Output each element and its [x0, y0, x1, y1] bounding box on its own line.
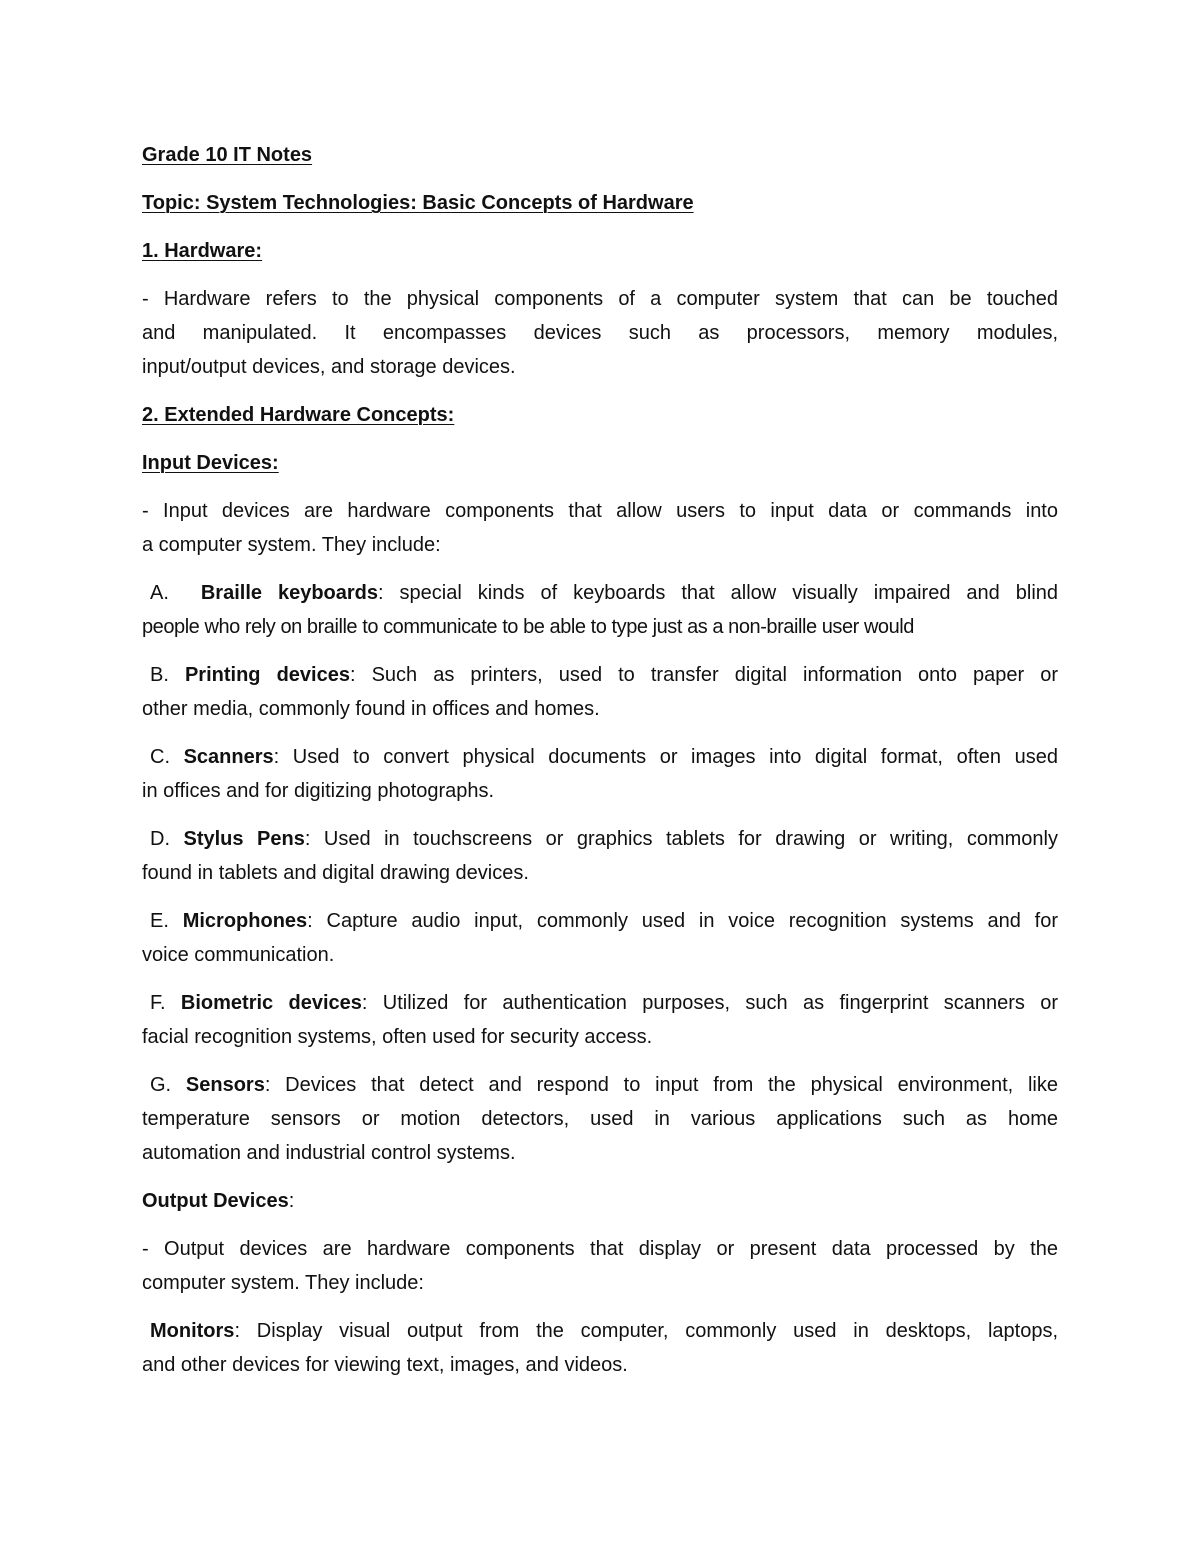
list-item [142, 1314, 1058, 1382]
list-text: : Utilized for authentication purposes, such as fingerprint scanners or [361, 992, 1058, 1014]
document-title-block [142, 138, 1058, 172]
document-page [142, 138, 1058, 1396]
list-item [142, 1068, 1058, 1170]
list-text: : special kinds of keyboards that allow visually impaired and blind [378, 582, 1059, 604]
list-item-cont-line: other media, commonly found in offices and homes. [142, 698, 600, 720]
output-devices-heading-colon: : [288, 1190, 295, 1212]
list-term: Stylus Pens [183, 828, 305, 850]
list-item-first-line [142, 822, 1058, 856]
paragraph-line: - Output devices are hardware components that display or present data processed by the [142, 1238, 1058, 1260]
list-term: Biometric devices [180, 992, 362, 1014]
list-term: Scanners [183, 746, 274, 768]
list-text: : Display visual output from the computer, commonly used in desktops, laptops, [234, 1320, 1058, 1342]
section-hardware-heading-block [142, 234, 1058, 268]
list-text: : Used to convert physical documents or images into digital format, often used [273, 746, 1058, 768]
topic-heading: Topic: System Technologies: Basic Concepts of Hardware [142, 192, 694, 214]
list-item-cont-line: temperature sensors or motion detectors, used in various applications such as home [142, 1108, 1058, 1130]
output-devices-heading: Output Devices [142, 1190, 289, 1212]
list-term: Braille keyboards [200, 582, 379, 604]
paragraph-line: input/output devices, and storage devices. [142, 356, 516, 378]
list-item-first-line [142, 1068, 1058, 1102]
list-marker: B. [150, 664, 169, 686]
list-item-cont-line: in offices and for digitizing photographs. [142, 780, 495, 802]
list-item [142, 576, 1058, 644]
list-item-cont-line: automation and industrial control systems. [142, 1142, 516, 1164]
list-item-first-line [142, 986, 1058, 1020]
list-item-first-line [142, 658, 1058, 692]
paragraph-line: and manipulated. It encompasses devices such as processors, memory modules, [142, 322, 1058, 344]
list-marker: E. [150, 910, 169, 932]
output-devices-intro [142, 1232, 1058, 1300]
paragraph-line: computer system. They include: [142, 1272, 424, 1294]
paragraph-line: - Input devices are hardware components that allow users to input data or commands into [142, 500, 1058, 522]
list-text: : Used in touchscreens or graphics tablets for drawing or writing, commonly [304, 828, 1058, 850]
list-item-first-line [142, 904, 1058, 938]
list-marker: F. [150, 992, 166, 1014]
list-item [142, 740, 1058, 808]
output-devices-heading-block [142, 1184, 1058, 1218]
list-marker: C. [150, 746, 170, 768]
list-text: : Such as printers, used to transfer digital information onto paper or [349, 664, 1058, 686]
list-term: Sensors [185, 1074, 265, 1096]
paragraph-line: a computer system. They include: [142, 534, 441, 556]
list-item-first-line [142, 740, 1058, 774]
section-hardware-heading: 1. Hardware: [142, 240, 263, 262]
list-text: : Devices that detect and respond to input from the physical environment, like [264, 1074, 1058, 1096]
list-item [142, 986, 1058, 1054]
list-item [142, 658, 1058, 726]
list-item-cont-line: voice communication. [142, 944, 335, 966]
list-term: Printing devices [184, 664, 350, 686]
list-term: Microphones [182, 910, 308, 932]
list-text: : Capture audio input, commonly used in voice recognition systems and for [307, 910, 1059, 932]
hardware-paragraph [142, 282, 1058, 384]
list-marker: D. [150, 828, 170, 850]
list-item [142, 904, 1058, 972]
list-marker: G. [150, 1074, 172, 1096]
list-term: Monitors [150, 1320, 235, 1342]
list-item-cont-line: and other devices for viewing text, images, and videos. [142, 1354, 628, 1376]
section-extended-heading: 2. Extended Hardware Concepts: [142, 404, 455, 426]
list-item-first-line [142, 1314, 1058, 1348]
input-devices-heading: Input Devices: [142, 452, 279, 474]
document-title: Grade 10 IT Notes [142, 144, 313, 166]
section-extended-heading-block [142, 398, 1058, 432]
list-item [142, 822, 1058, 890]
input-devices-intro [142, 494, 1058, 562]
input-devices-heading-block [142, 446, 1058, 480]
list-item-first-line [142, 576, 1058, 610]
list-item-cont-line: people who rely on braille to communicate to be able to type just as a non-braille user would [142, 616, 914, 638]
list-item-cont-line: facial recognition systems, often used for security access. [142, 1026, 653, 1048]
list-marker: A. [150, 582, 169, 604]
list-item-cont-line: found in tablets and digital drawing devices. [142, 862, 529, 884]
topic-block [142, 186, 1058, 220]
paragraph-line: - Hardware refers to the physical components of a computer system that can be touched [142, 288, 1058, 310]
